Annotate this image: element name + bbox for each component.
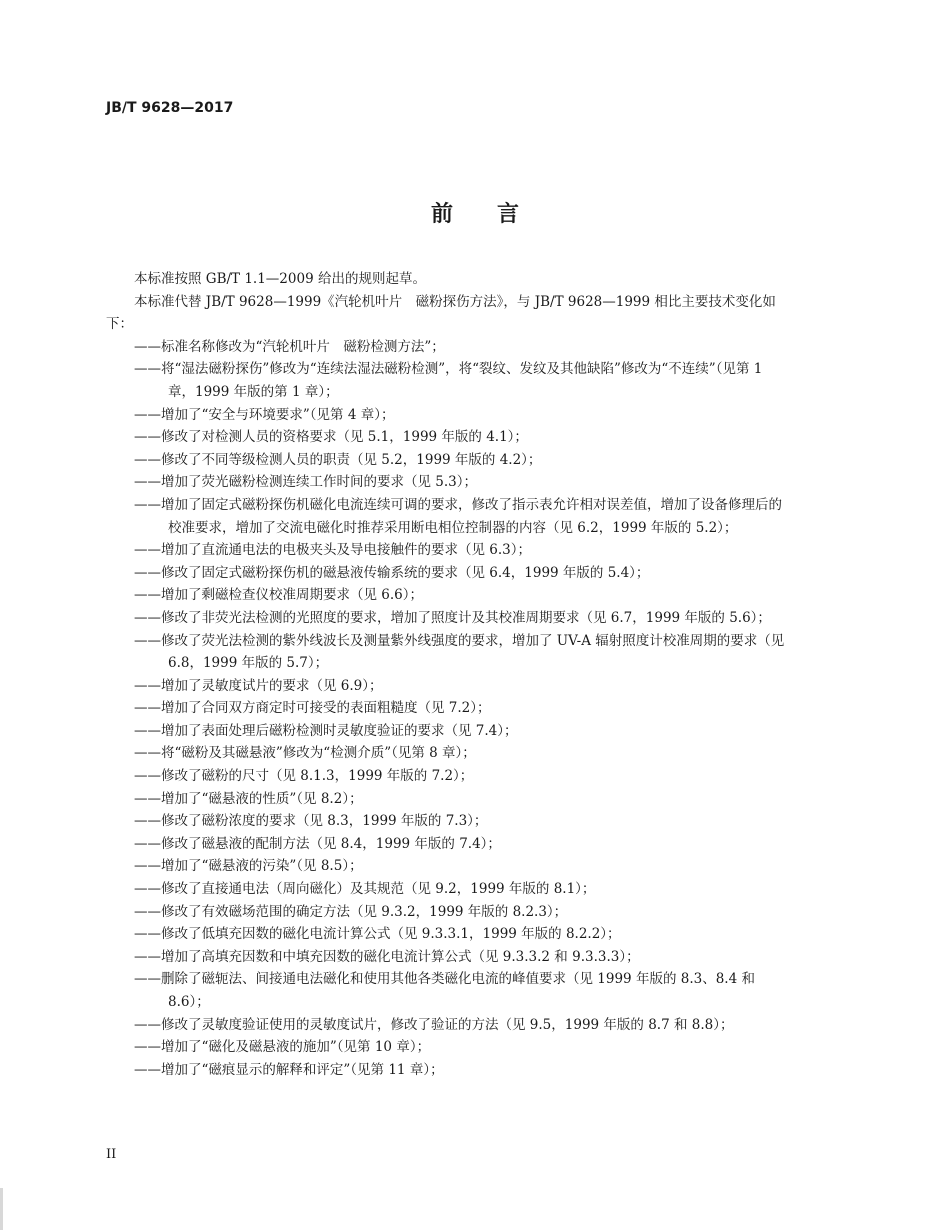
list-item: ——增加了“磁悬液的性质”（见 8.2）； — [134, 790, 363, 807]
list-item: ——增加了固定式磁粉探伤机磁化电流连续可调的要求，修改了指示表允许相对误差值，增加了设备修理后的校准要求，增加了交流电磁化时推荐采用断电相位控制器的内容（见 6.2，1999 年版的 5.2）； — [134, 496, 782, 536]
list-item: ——增加了“磁化及磁悬液的施加”（见第 10 章）； — [134, 1039, 431, 1056]
list-item: ——增加了“磁悬液的污染”（见 8.5）； — [134, 858, 363, 875]
title-char-1: 前 — [430, 202, 453, 227]
list-item: ——修改了不同等级检测人员的职责（见 5.2，1999 年版的 4.2）； — [134, 451, 542, 468]
paragraph: 本标准代替 JB/T 9628—1999《汽轮机叶片 磁粉探伤方法》，与 JB/T 9628—1999 相比主要技术变化如下： — [106, 293, 776, 333]
list-item: ——增加了直流通电法的电极夹头及导电接触件的要求（见 6.3）； — [134, 542, 532, 559]
list-item: ——修改了固定式磁粉探伤机的磁悬液传输系统的要求（见 6.4，1999 年版的 5.4）； — [134, 564, 650, 581]
list-item: ——删除了磁轭法、间接通电法磁化和使用其他各类磁化电流的峰值要求（见 1999 年版的 8.3、8.4 和 8.6）； — [134, 971, 755, 1010]
list-item: ——增加了灵敏度试片的要求（见 6.9）； — [134, 677, 383, 694]
document-code: JB/T 9628—2017 — [106, 100, 234, 116]
page-edge-divider — [0, 1188, 3, 1230]
list-item: ——增加了合同双方商定时可接受的表面粗糙度（见 7.2）； — [134, 700, 491, 717]
list-item: ——修改了荧光法检测的紫外线波长及测量紫外线强度的要求，增加了 UV-A 辐射照度计校准周期的要求（见 6.8，1999 年版的 5.7）； — [134, 632, 785, 672]
list-item: ——增加了“安全与环境要求”（见第 4 章）； — [134, 406, 395, 423]
page-title — [0, 197, 950, 228]
list-item: ——修改了有效磁场范围的确定方法（见 9.3.2，1999 年版的 8.2.3）； — [134, 903, 568, 920]
list-item: ——增加了剩磁检查仪校准周期要求（见 6.6）； — [134, 587, 424, 604]
page-number: II — [106, 1147, 117, 1162]
list-item: ——修改了非荧光法检测的光照度的要求，增加了照度计及其校准周期要求（见 6.7，1999 年版的 5.6）； — [134, 609, 771, 626]
list-item: ——修改了磁粉的尺寸（见 8.1.3，1999 年版的 7.2）； — [134, 768, 474, 785]
list-item: ——修改了对检测人员的资格要求（见 5.1，1999 年版的 4.1）； — [134, 429, 528, 446]
list-item: ——增加了表面处理后磁粉检测时灵敏度验证的要求（见 7.4）； — [134, 722, 518, 739]
foreword-body — [106, 268, 786, 1081]
list-item: ——增加了荧光磁粉检测连续工作时间的要求（见 5.3）； — [134, 474, 478, 491]
list-item: ——修改了磁粉浓度的要求（见 8.3，1999 年版的 7.3）； — [134, 813, 488, 830]
list-item: ——修改了磁悬液的配制方法（见 8.4，1999 年版的 7.4）； — [134, 835, 501, 852]
list-item: ——增加了高填充因数和中填充因数的磁化电流计算公式（见 9.3.3.2 和 9.3.3.3）； — [134, 948, 640, 965]
list-item: ——将“磁粉及其磁悬液”修改为“检测介质”（见第 8 章）； — [134, 745, 476, 762]
list-item: ——增加了“磁痕显示的解释和评定”（见第 11 章）； — [134, 1061, 444, 1078]
list-item: ——修改了低填充因数的磁化电流计算公式（见 9.3.3.1，1999 年版的 8.2.2）； — [134, 926, 621, 943]
list-item: ——修改了直接通电法（周向磁化）及其规范（见 9.2，1999 年版的 8.1）； — [134, 881, 596, 898]
list-item: ——将“湿法磁粉探伤”修改为“连续法湿法磁粉检测”，将“裂纹、发纹及其他缺陷”修改为“不连续”（见第 1 章，1999 年版的第 1 章）； — [134, 361, 763, 400]
title-char-2: 言 — [497, 202, 520, 227]
list-item: ——修改了灵敏度验证使用的灵敏度试片，修改了验证的方法（见 9.5，1999 年版的 8.7 和 8.8）； — [134, 1016, 734, 1033]
list-item: ——标准名称修改为“汽轮机叶片 磁粉检测方法”； — [134, 338, 445, 355]
paragraph: 本标准按照 GB/T 1.1—2009 给出的规则起草。 — [134, 271, 426, 287]
